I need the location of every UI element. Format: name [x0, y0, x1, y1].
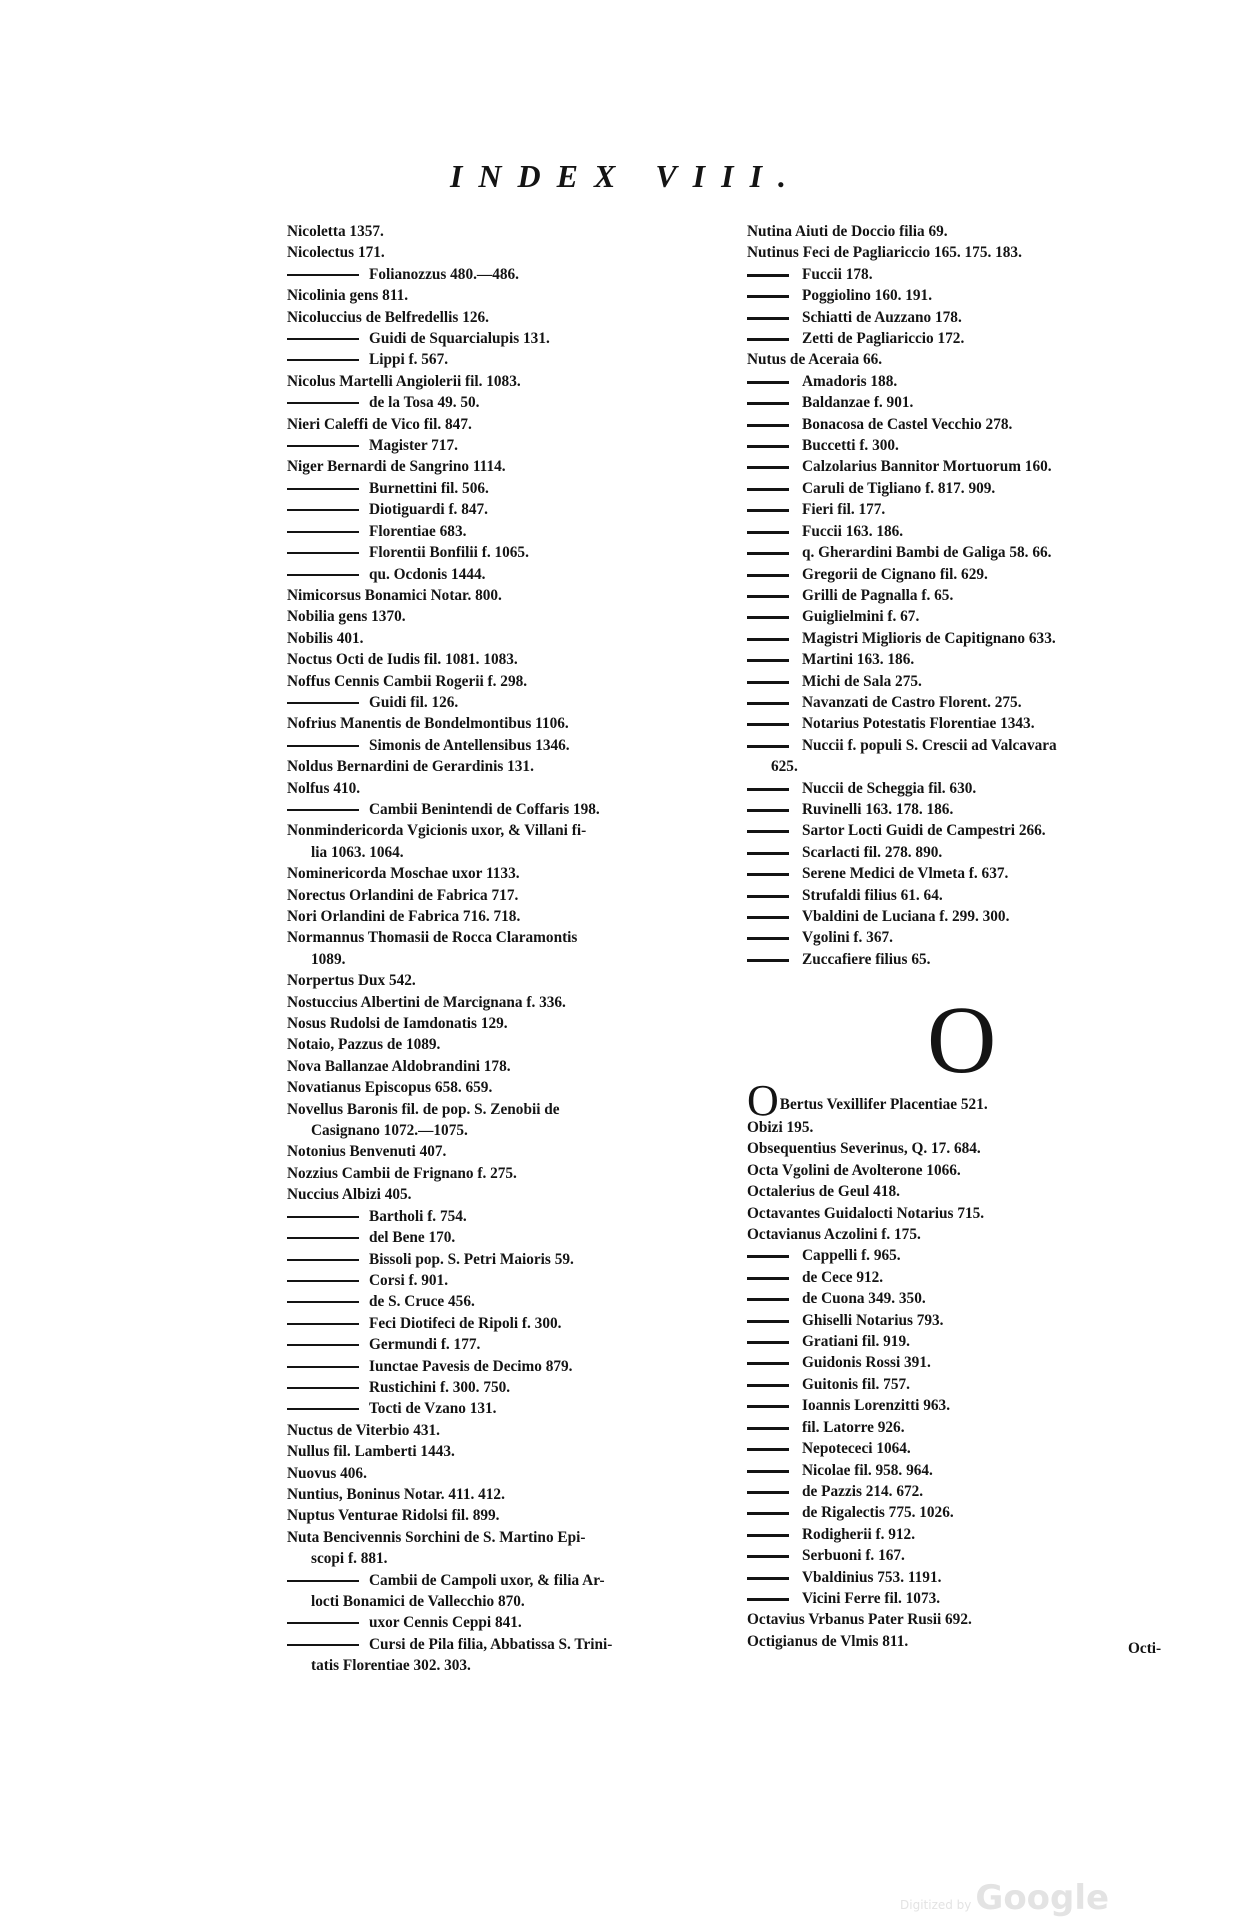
index-continuation: tatis Florentiae 302. 303. [311, 1657, 471, 1675]
index-continuation: locti Bonamici de Vallecchio 870. [311, 1593, 525, 1610]
index-entry: Octavius Vrbanus Pater Rusii 692. [747, 1611, 972, 1629]
index-entry: Nobilia gens 1370. [287, 608, 406, 626]
index-subentry: fil. Latorre 926. [747, 1417, 1187, 1438]
index-subentry: Florentiae 683. [287, 521, 727, 542]
index-entry: Nova Ballanzae Aldobrandini 178. [287, 1057, 511, 1075]
index-subentry: Sartor Locti Guidi de Campestri 266. [747, 820, 1187, 841]
index-continuation: Casignano 1072.—1075. [311, 1122, 468, 1140]
index-subentry: Feci Diotifeci de Ripoli f. 300. [287, 1313, 727, 1334]
index-subentry: Notarius Potestatis Florentiae 1343. [747, 713, 1187, 734]
index-entry: Noffus Cennis Cambii Rogerii f. 298. [287, 672, 528, 690]
index-subentry: Scarlacti fil. 278. 890. [747, 842, 1187, 863]
index-subentry: Corsi f. 901. [287, 1270, 727, 1291]
index-subentry: de Cece 912. [747, 1267, 1187, 1288]
index-subentry: Magister 717. [287, 435, 727, 456]
index-subentry: Guiglielmini f. 67. [747, 606, 1187, 627]
index-subentry: Gratiani fil. 919. [747, 1331, 1187, 1352]
index-continuation: scopi f. 881. [311, 1550, 388, 1568]
index-continuation: 1089. [311, 950, 346, 968]
index-subentry: Ioannis Lorenzitti 963. [747, 1395, 1187, 1416]
index-subentry: de la Tosa 49. 50. [287, 392, 727, 413]
watermark-brand: Google [975, 1878, 1110, 1918]
index-subentry: Bissoli pop. S. Petri Maioris 59. [287, 1249, 727, 1270]
index-subentry: uxor Cennis Ceppi 841. [287, 1612, 727, 1633]
index-entry: Nicoletta 1357. [287, 223, 384, 240]
first-entry [747, 1076, 1187, 1125]
watermark-prefix: Digitized by [900, 1898, 972, 1912]
index-entry: Octalerius de Geul 418. [747, 1183, 900, 1201]
index-subentry: q. Gherardini Bambi de Galiga 58. 66. [747, 542, 1187, 563]
index-entry: Nutinus Feci de Pagliariccio 165. 175. 183. [747, 244, 1022, 262]
index-entry: Normannus Thomasii de Rocca Claramontis [287, 929, 578, 947]
catchword: Octi- [1128, 1640, 1162, 1657]
index-entry: Nutina Aiuti de Doccio filia 69. [747, 223, 948, 240]
index-subentry: Poggiolino 160. 191. [747, 285, 1187, 306]
index-subentry: Navanzati de Castro Florent. 275. [747, 692, 1187, 713]
index-subentry: Guitonis fil. 757. [747, 1374, 1187, 1395]
index-entry: Novellus Baronis fil. de pop. S. Zenobii de [287, 1100, 560, 1118]
index-entry: Nozzius Cambii de Frignano f. 275. [287, 1164, 517, 1182]
index-entry: Nuptus Venturae Ridolsi fil. 899. [287, 1507, 500, 1525]
first-entry-text: Bertus Vexillifer Placentiae 521. [779, 1096, 988, 1113]
index-entry: Nicoluccius de Belfredellis 126. [287, 308, 489, 326]
index-entry: Octavantes Guidalocti Notarius 715. [747, 1204, 985, 1222]
index-subentry: Zetti de Pagliariccio 172. [747, 328, 1187, 349]
index-subentry: Tocti de Vzano 131. [287, 1398, 727, 1419]
index-subentry: Nicolae fil. 958. 964. [747, 1460, 1187, 1481]
index-entry: Nonmindericorda Vgicionis uxor, & Villani fi- [287, 822, 587, 840]
index-subentry: Vbaldini de Luciana f. 299. 300. [747, 906, 1187, 927]
index-entry: Novatianus Episcopus 658. 659. [287, 1079, 493, 1097]
drop-cap: O [747, 1076, 779, 1125]
index-subentry: Vbaldinius 753. 1191. [747, 1567, 1187, 1588]
index-subentry: Nepotececi 1064. [747, 1438, 1187, 1459]
index-entry: Obizi 195. [747, 1119, 814, 1136]
index-entry: Norectus Orlandini de Fabrica 717. [287, 886, 519, 904]
index-subentry: Guidi fil. 126. [287, 692, 727, 713]
index-subentry: Germundi f. 177. [287, 1334, 727, 1355]
index-entry: Nolfus 410. [287, 779, 361, 797]
index-subentry: Diotiguardi f. 847. [287, 499, 727, 520]
index-subentry: Fuccii 163. 186. [747, 521, 1187, 542]
index-entry: Nosus Rudolsi de Iamdonatis 129. [287, 1015, 508, 1033]
index-subentry: Amadoris 188. [747, 371, 1187, 392]
index-entry: Nutus de Aceraia 66. [747, 351, 883, 369]
google-watermark [900, 1878, 1109, 1918]
index-subentry: Rodigherii f. 912. [747, 1524, 1187, 1545]
index-entry: Nuccius Albizi 405. [287, 1186, 412, 1204]
index-subentry: Strufaldi filius 61. 64. [747, 885, 1187, 906]
index-subentry: Vgolini f. 367. [747, 927, 1187, 948]
index-entry: Nimicorsus Bonamici Notar. 800. [287, 586, 502, 604]
index-entry: Noldus Bernardini de Gerardinis 131. [287, 758, 534, 776]
index-entry: Nuntius, Boninus Notar. 411. 412. [287, 1485, 505, 1503]
index-subentry: Michi de Sala 275. [747, 671, 1187, 692]
index-subentry: Cappelli f. 965. [747, 1245, 1187, 1266]
index-subentry: Grilli de Pagnalla f. 65. [747, 585, 1187, 606]
index-subentry: Buccetti f. 300. [747, 435, 1187, 456]
index-entry: Nuctus de Viterbio 431. [287, 1421, 440, 1439]
left-index-column [287, 221, 727, 1677]
index-subentry: Simonis de Antellensibus 1346. [287, 735, 727, 756]
index-subentry: Schiatti de Auzzano 178. [747, 307, 1187, 328]
index-subentry: Bartholi f. 754. [287, 1206, 727, 1227]
index-continuation: lia 1063. 1064. [311, 843, 404, 861]
index-entry: Nicolus Martelli Angiolerii fil. 1083. [287, 372, 521, 390]
index-entry: Niger Bernardi de Sangrino 1114. [287, 458, 506, 476]
index-subentry: Florentii Bonfilii f. 1065. [287, 542, 727, 563]
index-subentry: Ruvinelli 163. 178. 186. [747, 799, 1187, 820]
index-subentry: Calzolarius Bannitor Mortuorum 160. [747, 456, 1187, 477]
index-entry: Nobilis 401. [287, 629, 364, 647]
index-entry: Nostuccius Albertini de Marcignana f. 336. [287, 993, 566, 1011]
index-entry: Octavianus Aczolini f. 175. [747, 1226, 921, 1244]
index-entry: Nofrius Manentis de Bondelmontibus 1106. [287, 715, 569, 733]
section-o-list [747, 1117, 1187, 1652]
index-subentry: Cambii Benintendi de Coffaris 198. [287, 799, 727, 820]
index-entry: Nuovus 406. [287, 1464, 367, 1482]
index-subentry: Fuccii 178. [747, 264, 1187, 285]
index-subentry: del Bene 170. [287, 1227, 727, 1248]
index-subentry: Magistri Miglioris de Capitignano 633. [747, 628, 1187, 649]
index-subentry: Baldanzae f. 901. [747, 392, 1187, 413]
index-entry: Nuta Bencivennis Sorchini de S. Martino Epi- [287, 1528, 586, 1546]
index-subentry: Rustichini f. 300. 750. [287, 1377, 727, 1398]
index-subentry: de Rigalectis 775. 1026. [747, 1502, 1187, 1523]
index-subentry: Iunctae Pavesis de Decimo 879. [287, 1356, 727, 1377]
index-subentry: Guidi de Squarcialupis 131. [287, 328, 727, 349]
index-entry: Nicolectus 171. [287, 244, 385, 262]
section-letter-o: O [927, 986, 997, 1093]
index-subentry: qu. Ocdonis 1444. [287, 564, 727, 585]
index-subentry: Gregorii de Cignano fil. 629. [747, 564, 1187, 585]
index-subentry: Burnettini fil. 506. [287, 478, 727, 499]
index-subentry: Bonacosa de Castel Vecchio 278. [747, 414, 1187, 435]
index-subentry: Vicini Ferre fil. 1073. [747, 1588, 1187, 1609]
section-o-entries [747, 1076, 1187, 1652]
index-entry: Obsequentius Severinus, Q. 17. 684. [747, 1140, 981, 1158]
index-entry: Norpertus Dux 542. [287, 972, 416, 990]
right-index-column [747, 221, 1187, 970]
index-subentry: Caruli de Tigliano f. 817. 909. [747, 478, 1187, 499]
index-subentry: Nuccii de Scheggia fil. 630. [747, 778, 1187, 799]
index-entry: Octigianus de Vlmis 811. [747, 1632, 909, 1650]
index-entry: Nullus fil. Lamberti 1443. [287, 1443, 455, 1461]
index-subentry: Zuccafiere filius 65. [747, 949, 1187, 970]
index-subentry: Martini 163. 186. [747, 649, 1187, 670]
index-continuation: 625. [771, 758, 798, 776]
index-subentry: Nuccii f. populi S. Crescii ad Valcavara [747, 735, 1187, 756]
index-entry: Noctus Octi de Iudis fil. 1081. 1083. [287, 651, 518, 669]
index-entry: Nominericorda Moschae uxor 1133. [287, 865, 520, 883]
index-entry: Nieri Caleffi de Vico fil. 847. [287, 415, 472, 433]
index-subentry: Lippi f. 567. [287, 349, 727, 370]
index-subentry: Serbuoni f. 167. [747, 1545, 1187, 1566]
index-entry: Nicolinia gens 811. [287, 287, 409, 305]
index-subentry: de S. Cruce 456. [287, 1291, 727, 1312]
index-entry: Octa Vgolini de Avolterone 1066. [747, 1161, 961, 1179]
index-entry: Notaio, Pazzus de 1089. [287, 1036, 441, 1054]
index-subentry: de Pazzis 214. 672. [747, 1481, 1187, 1502]
index-subentry: Ghiselli Notarius 793. [747, 1310, 1187, 1331]
index-entry: Nori Orlandini de Fabrica 716. 718. [287, 908, 521, 925]
index-subentry: Serene Medici de Vlmeta f. 637. [747, 863, 1187, 884]
page-title: INDEX VIII. [449, 158, 803, 194]
index-subentry: Fieri fil. 177. [747, 499, 1187, 520]
index-entry: Notonius Benvenuti 407. [287, 1143, 447, 1161]
index-subentry: Guidonis Rossi 391. [747, 1352, 1187, 1373]
index-subentry: Cambii de Campoli uxor, & filia Ar- [287, 1570, 727, 1591]
index-subentry: Folianozzus 480.—486. [287, 264, 727, 285]
index-subentry: de Cuona 349. 350. [747, 1288, 1187, 1309]
index-subentry: Cursi de Pila filia, Abbatissa S. Trini- [287, 1634, 727, 1655]
